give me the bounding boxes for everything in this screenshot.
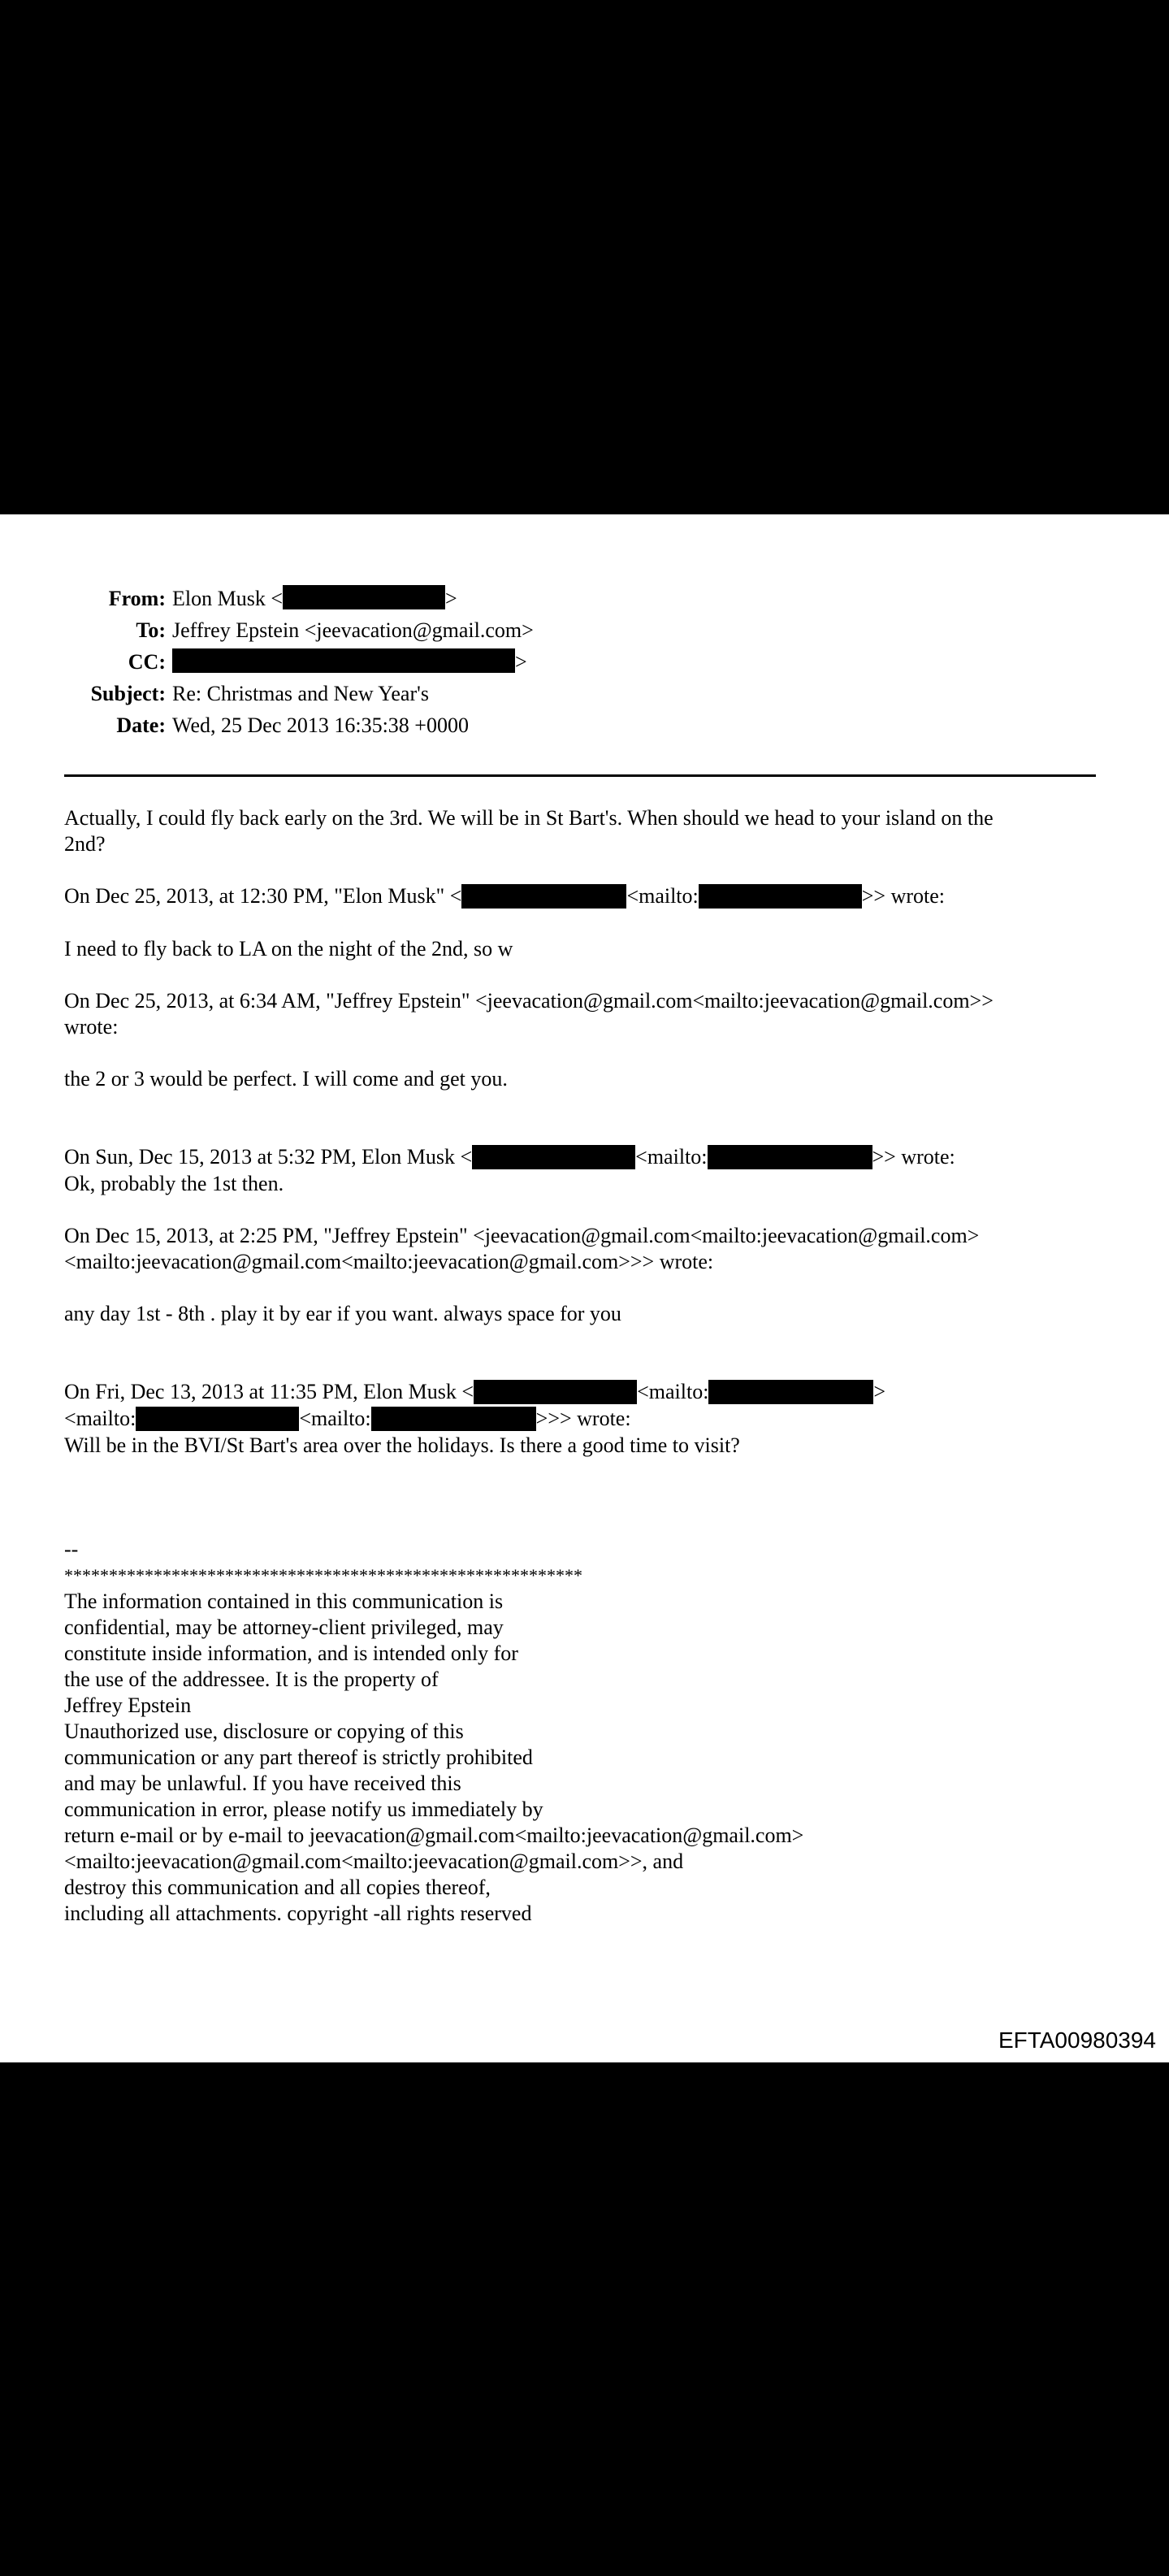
disclaimer-line: the use of the addressee. It is the property of [64, 1667, 439, 1692]
message-3 [64, 1066, 1112, 1092]
quote-line: <mailto:jeevacation@gmail.com<mailto:jeevacation@gmail.com>>> wrote: [64, 1250, 714, 1274]
redaction-block [172, 648, 515, 673]
quote-text: <mailto: [626, 884, 699, 908]
document-page [0, 514, 1169, 2062]
message-1 [64, 805, 1112, 857]
quote-line: On Dec 15, 2013, at 2:25 PM, "Jeffrey Epstein" <jeevacation@gmail.com<mailto:jeevacation@gmail.com> [64, 1224, 980, 1248]
date-row [0, 709, 534, 741]
redaction-block [708, 1380, 873, 1404]
quote-text: <mailto: [299, 1407, 371, 1431]
quote-header-4 [64, 1223, 1112, 1275]
from-name: Elon Musk < [172, 587, 284, 610]
quote-header-3 [64, 1144, 1112, 1197]
subject-label: Subject: [90, 682, 166, 705]
subject-row [0, 678, 534, 709]
from-close: > [445, 587, 457, 610]
disclaimer-line: Jeffrey Epstein [64, 1693, 192, 1718]
message-line: any day 1st - 8th . play it by ear if you want. always space for you [64, 1302, 621, 1326]
to-label: To: [136, 618, 166, 642]
message-line: Will be in the BVI/St Bart's area over the holidays. Is there a good time to visit? [64, 1433, 740, 1458]
message-5 [64, 1301, 1112, 1327]
message-line: Actually, I could fly back early on the 3rd. We will be in St Bart's. When should we head to your island on the [64, 806, 994, 830]
disclaimer-line: including all attachments. copyright -all rights reserved [64, 1902, 532, 1926]
document-id: EFTA00980394 [998, 2027, 1156, 2053]
subject-value: Re: Christmas and New Year's [172, 682, 429, 705]
redaction-block [136, 1407, 299, 1431]
quote-text: On Dec 25, 2013, at 12:30 PM, "Elon Musk" < [64, 884, 462, 908]
quote-header-2 [64, 988, 1112, 1040]
disclaimer-line: return e-mail or by e-mail to jeevacation@gmail.com<mailto:jeevacation@gmail.com> [64, 1824, 804, 1848]
to-value: Jeffrey Epstein <jeevacation@gmail.com> [172, 618, 534, 642]
to-row [0, 614, 534, 646]
message-2 [64, 936, 1112, 962]
redaction-block [699, 884, 862, 909]
email-body [64, 805, 1112, 1927]
quote-text: On Fri, Dec 13, 2013 at 11:35 PM, Elon Musk < [64, 1380, 474, 1404]
disclaimer-line: The information contained in this communication is [64, 1589, 504, 1614]
redaction-block [472, 1145, 635, 1169]
disclaimer-line: destroy this communication and all copies thereof, [64, 1876, 491, 1900]
message-line: 2nd? [64, 832, 106, 856]
disclaimer-line: constitute inside information, and is intended only for [64, 1641, 518, 1666]
date-value: Wed, 25 Dec 2013 16:35:38 +0000 [172, 713, 469, 737]
disclaimer-line: confidential, may be attorney-client privileged, may [64, 1615, 504, 1640]
header-divider [64, 774, 1096, 777]
redaction-block [708, 1145, 872, 1169]
quote-line: wrote: [64, 1015, 119, 1039]
disclaimer-line: and may be unlawful. If you have received this [64, 1772, 461, 1796]
redaction-block [461, 884, 626, 909]
from-row [0, 583, 534, 614]
disclaimer-line: <mailto:jeevacation@gmail.com<mailto:jeevacation@gmail.com>>, and [64, 1850, 684, 1874]
email-header [0, 583, 534, 741]
cc-label: CC: [128, 650, 166, 674]
quote-header-5 [64, 1379, 1112, 1459]
message-line: Ok, probably the 1st then. [64, 1172, 284, 1196]
date-label: Date: [116, 713, 166, 737]
quote-text: >> wrote: [861, 884, 946, 908]
disclaimer [64, 1537, 1112, 1927]
from-label: From: [108, 587, 166, 610]
quote-text: <mailto: [64, 1407, 136, 1431]
quote-text: On Sun, Dec 15, 2013 at 5:32 PM, Elon Musk < [64, 1145, 473, 1169]
disclaimer-line: communication in error, please notify us immediately by [64, 1798, 543, 1822]
cc-row [0, 646, 534, 678]
redaction-block [371, 1407, 536, 1431]
quote-text: > [873, 1380, 886, 1404]
message-line: I need to fly back to LA on the night of the 2nd, so w [64, 937, 513, 961]
disclaimer-line: Unauthorized use, disclosure or copying of this [64, 1720, 464, 1744]
cc-close: > [515, 650, 527, 674]
disclaimer-line: communication or any part thereof is strictly prohibited [64, 1746, 533, 1770]
quote-text: <mailto: [637, 1380, 709, 1404]
quote-header-1 [64, 883, 1112, 910]
signature-dashes: -- [64, 1537, 79, 1562]
signature-stars: ********************************************************** [64, 1565, 582, 1586]
redaction-block [283, 585, 445, 609]
quote-text: <mailto: [635, 1145, 708, 1169]
message-line: the 2 or 3 would be perfect. I will come and get you. [64, 1067, 508, 1091]
quote-text: >>> wrote: [535, 1407, 631, 1431]
redaction-block [474, 1380, 637, 1404]
quote-line: On Dec 25, 2013, at 6:34 AM, "Jeffrey Epstein" <jeevacation@gmail.com<mailto:jeevacation@gmail.com>> [64, 989, 994, 1013]
quote-text: >> wrote: [872, 1145, 955, 1169]
